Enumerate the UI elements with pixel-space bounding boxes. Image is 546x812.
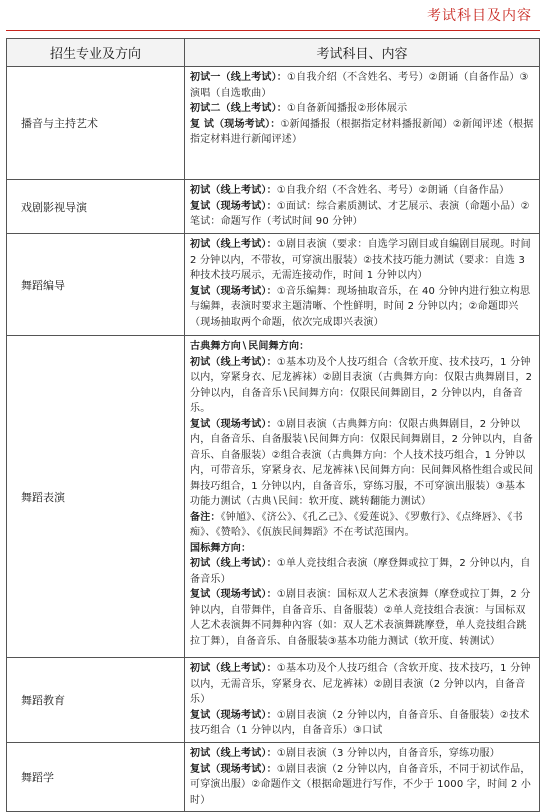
- content-cell: [185, 234, 540, 336]
- exam-line: [190, 237, 535, 284]
- header-content: 考试科目、内容: [185, 39, 540, 67]
- exam-line: [190, 101, 535, 117]
- exam-text: ①自备新闻播报②形体展示: [287, 103, 408, 114]
- exam-text: ①剧目表演（古典舞方向：仅限古典舞剧目，2 分钟以内，自备音乐、自备服装∖民间舞方向：仅限民间舞剧目，2 分钟以内，自备音乐、自备服装）②组合表演（古典舞方向：个人技术技巧组合，1 分钟以内，可带音乐，穿紧身衣、尼龙裤袜∖民间舞方向：民间舞风格性组合或民间舞技巧组合，1 分钟以内，自备音乐，穿练习服，不可穿演出服装）③基本功能力测试（古典∖民间：软开度、跳转翻能力测试）: [190, 418, 534, 507]
- exam-line: [190, 284, 535, 331]
- direction-heading: 国标舞方向：: [190, 542, 252, 554]
- major-cell: 舞蹈学: [7, 743, 185, 812]
- exam-stage-label: 复试（现场考试）：: [190, 709, 277, 721]
- exam-stage-label: 初试（线上考试）：: [190, 185, 277, 196]
- exam-stage-label: 复试（现场考试）：: [190, 589, 277, 600]
- table-row: [7, 743, 540, 812]
- exam-text: ①单人竞技组合表演（摩登舞或拉丁舞，2 分钟以内，自备音乐）: [190, 558, 531, 585]
- content-cell: [185, 180, 540, 234]
- exam-text: ①剧目表演（2 分钟以内，自备音乐、自备服装）②技术技巧组合（1 分钟以内，自备音乐）③口试: [190, 709, 530, 736]
- exam-stage-label: 复试（现场考试）：: [190, 763, 277, 775]
- table-row: [7, 67, 540, 180]
- title-divider: [6, 30, 540, 31]
- table-row: [7, 234, 540, 336]
- content-cell: [185, 743, 540, 812]
- exam-line: [190, 661, 535, 708]
- content-cell: [185, 336, 540, 658]
- exam-stage-label: 复试（现场考试）：: [190, 285, 277, 297]
- exam-text: ①剧目表演：国标双人艺术表演舞（摩登或拉丁舞，2 分钟以内，自带舞伴，自备音乐、自备服装）②单人竞技组合表演：与国标双人艺术表演舞不同舞种內容（如：双人艺术表演舞跳摩登，单人竞技组合跳拉丁舞），自备音乐、自备服装③基本功能力测试（软开度、转测试）: [190, 589, 531, 647]
- exam-stage-label: 初试一（线上考试）：: [190, 72, 287, 83]
- major-cell: 舞蹈教育: [7, 658, 185, 743]
- exam-line: [190, 417, 535, 510]
- exam-line: [190, 708, 535, 739]
- note-line: [190, 510, 535, 541]
- page-title: 考试科目及内容: [427, 8, 532, 24]
- major-cell: 舞蹈表演: [7, 336, 185, 658]
- exam-subjects-table: [6, 38, 540, 812]
- note-label: 备注：: [190, 511, 221, 523]
- content-cell: [185, 67, 540, 180]
- exam-stage-label: 初试（线上考试）：: [190, 558, 277, 569]
- exam-line: [190, 556, 535, 587]
- table-row: [7, 658, 540, 743]
- exam-stage-label: 复 试（现场考试）：: [190, 118, 281, 130]
- major-cell: 舞蹈编导: [7, 234, 185, 336]
- table-header-row: [7, 39, 540, 67]
- content-cell: [185, 658, 540, 743]
- major-cell: 戏剧影视导演: [7, 180, 185, 234]
- table-row: [7, 336, 540, 658]
- exam-line: [190, 183, 535, 199]
- exam-text: ①新闻播报（根据指定材料播报新闻）②新闻评述（根据指定材料进行新闻评述）: [190, 118, 534, 145]
- exam-text: ①基本功及个人技巧组合（含软开度、技术技巧，1 分钟以内，无需音乐，穿紧身衣、尼龙裤袜）②剧目表演（2 分钟以内，自备音乐）: [190, 663, 531, 705]
- exam-line: [190, 70, 535, 101]
- exam-stage-label: 初试（线上考试）：: [190, 356, 277, 368]
- exam-stage-label: 初试（线上考试）：: [190, 663, 277, 674]
- exam-stage-label: 初试（线上考试）：: [190, 748, 277, 759]
- table-row: [7, 180, 540, 234]
- exam-text: ①剧目表演（2 分钟以内，自备音乐，不同于初试作品，可穿演出服）②命题作文（根据命题进行写作，不少于 1000 字，时间 2 小时）: [190, 763, 532, 806]
- exam-text: ①自我介绍（不含姓名、考号）②朗诵（自备作品）: [276, 185, 510, 196]
- exam-text: ①音乐编舞：现场抽取音乐，在 40 分钟内进行独立构思与编舞，表演时要求主题清晰、个性鲜明，时间 2 分钟以内；②命题即兴（现场抽取两个命题，依次完成即兴表演）: [190, 285, 531, 328]
- exam-stage-label: 复试（现场考试）：: [190, 200, 277, 212]
- note-text: 《钟馗》、《济公》、《孔乙己》、《爱莲说》、《罗敷行》、《点绛唇》、《书痴》、《赞哈》、《佤族民间舞蹈》不在考试范围内。: [190, 511, 523, 538]
- direction-heading: 古典舞方向∖民间舞方向：: [190, 341, 310, 352]
- exam-line: [190, 746, 535, 762]
- exam-stage-label: 复试（现场考试）：: [190, 418, 277, 430]
- exam-line: [190, 355, 535, 417]
- exam-stage-label: 初试（线上考试）：: [190, 239, 277, 250]
- major-cell: 播音与主持艺术: [7, 67, 185, 180]
- header-major: 招生专业及方向: [7, 39, 185, 67]
- exam-text: ①剧目表演（要求：自选学习剧目或自编剧目展现。时间 2 分钟以内，不带妆，可穿演出服装）②技术技巧能力测试（要求：自选 3 种技术技巧展示，无需连接动作，时间 1 分钟以内）: [190, 239, 531, 281]
- exam-line: [190, 117, 535, 148]
- exam-stage-label: 初试二（线上考试）：: [190, 103, 287, 114]
- exam-text: ①剧目表演（3 分钟以内，自备音乐，穿练功服）: [276, 748, 500, 759]
- exam-text: ①面试：综合素质测试、才艺展示、表演（命题小品）②笔试：命题写作（考试时间 90 分钟）: [190, 200, 530, 227]
- exam-text: ①自我介绍（不含姓名、考号）②朗诵（自备作品）③演唱（自选歌曲）: [190, 72, 529, 99]
- exam-text: ①基本功及个人技巧组合（含软开度、技术技巧，1 分钟以内，穿紧身衣、尼龙裤袜）②剧目表演（古典舞方向：仅限古典舞剧目，2 分钟以内，自备音乐∖民间舞方向：仅限民间舞剧目，2 分钟以内，自备音乐。: [190, 356, 533, 414]
- exam-line: [190, 762, 535, 809]
- exam-line: [190, 199, 535, 230]
- exam-line: [190, 587, 535, 649]
